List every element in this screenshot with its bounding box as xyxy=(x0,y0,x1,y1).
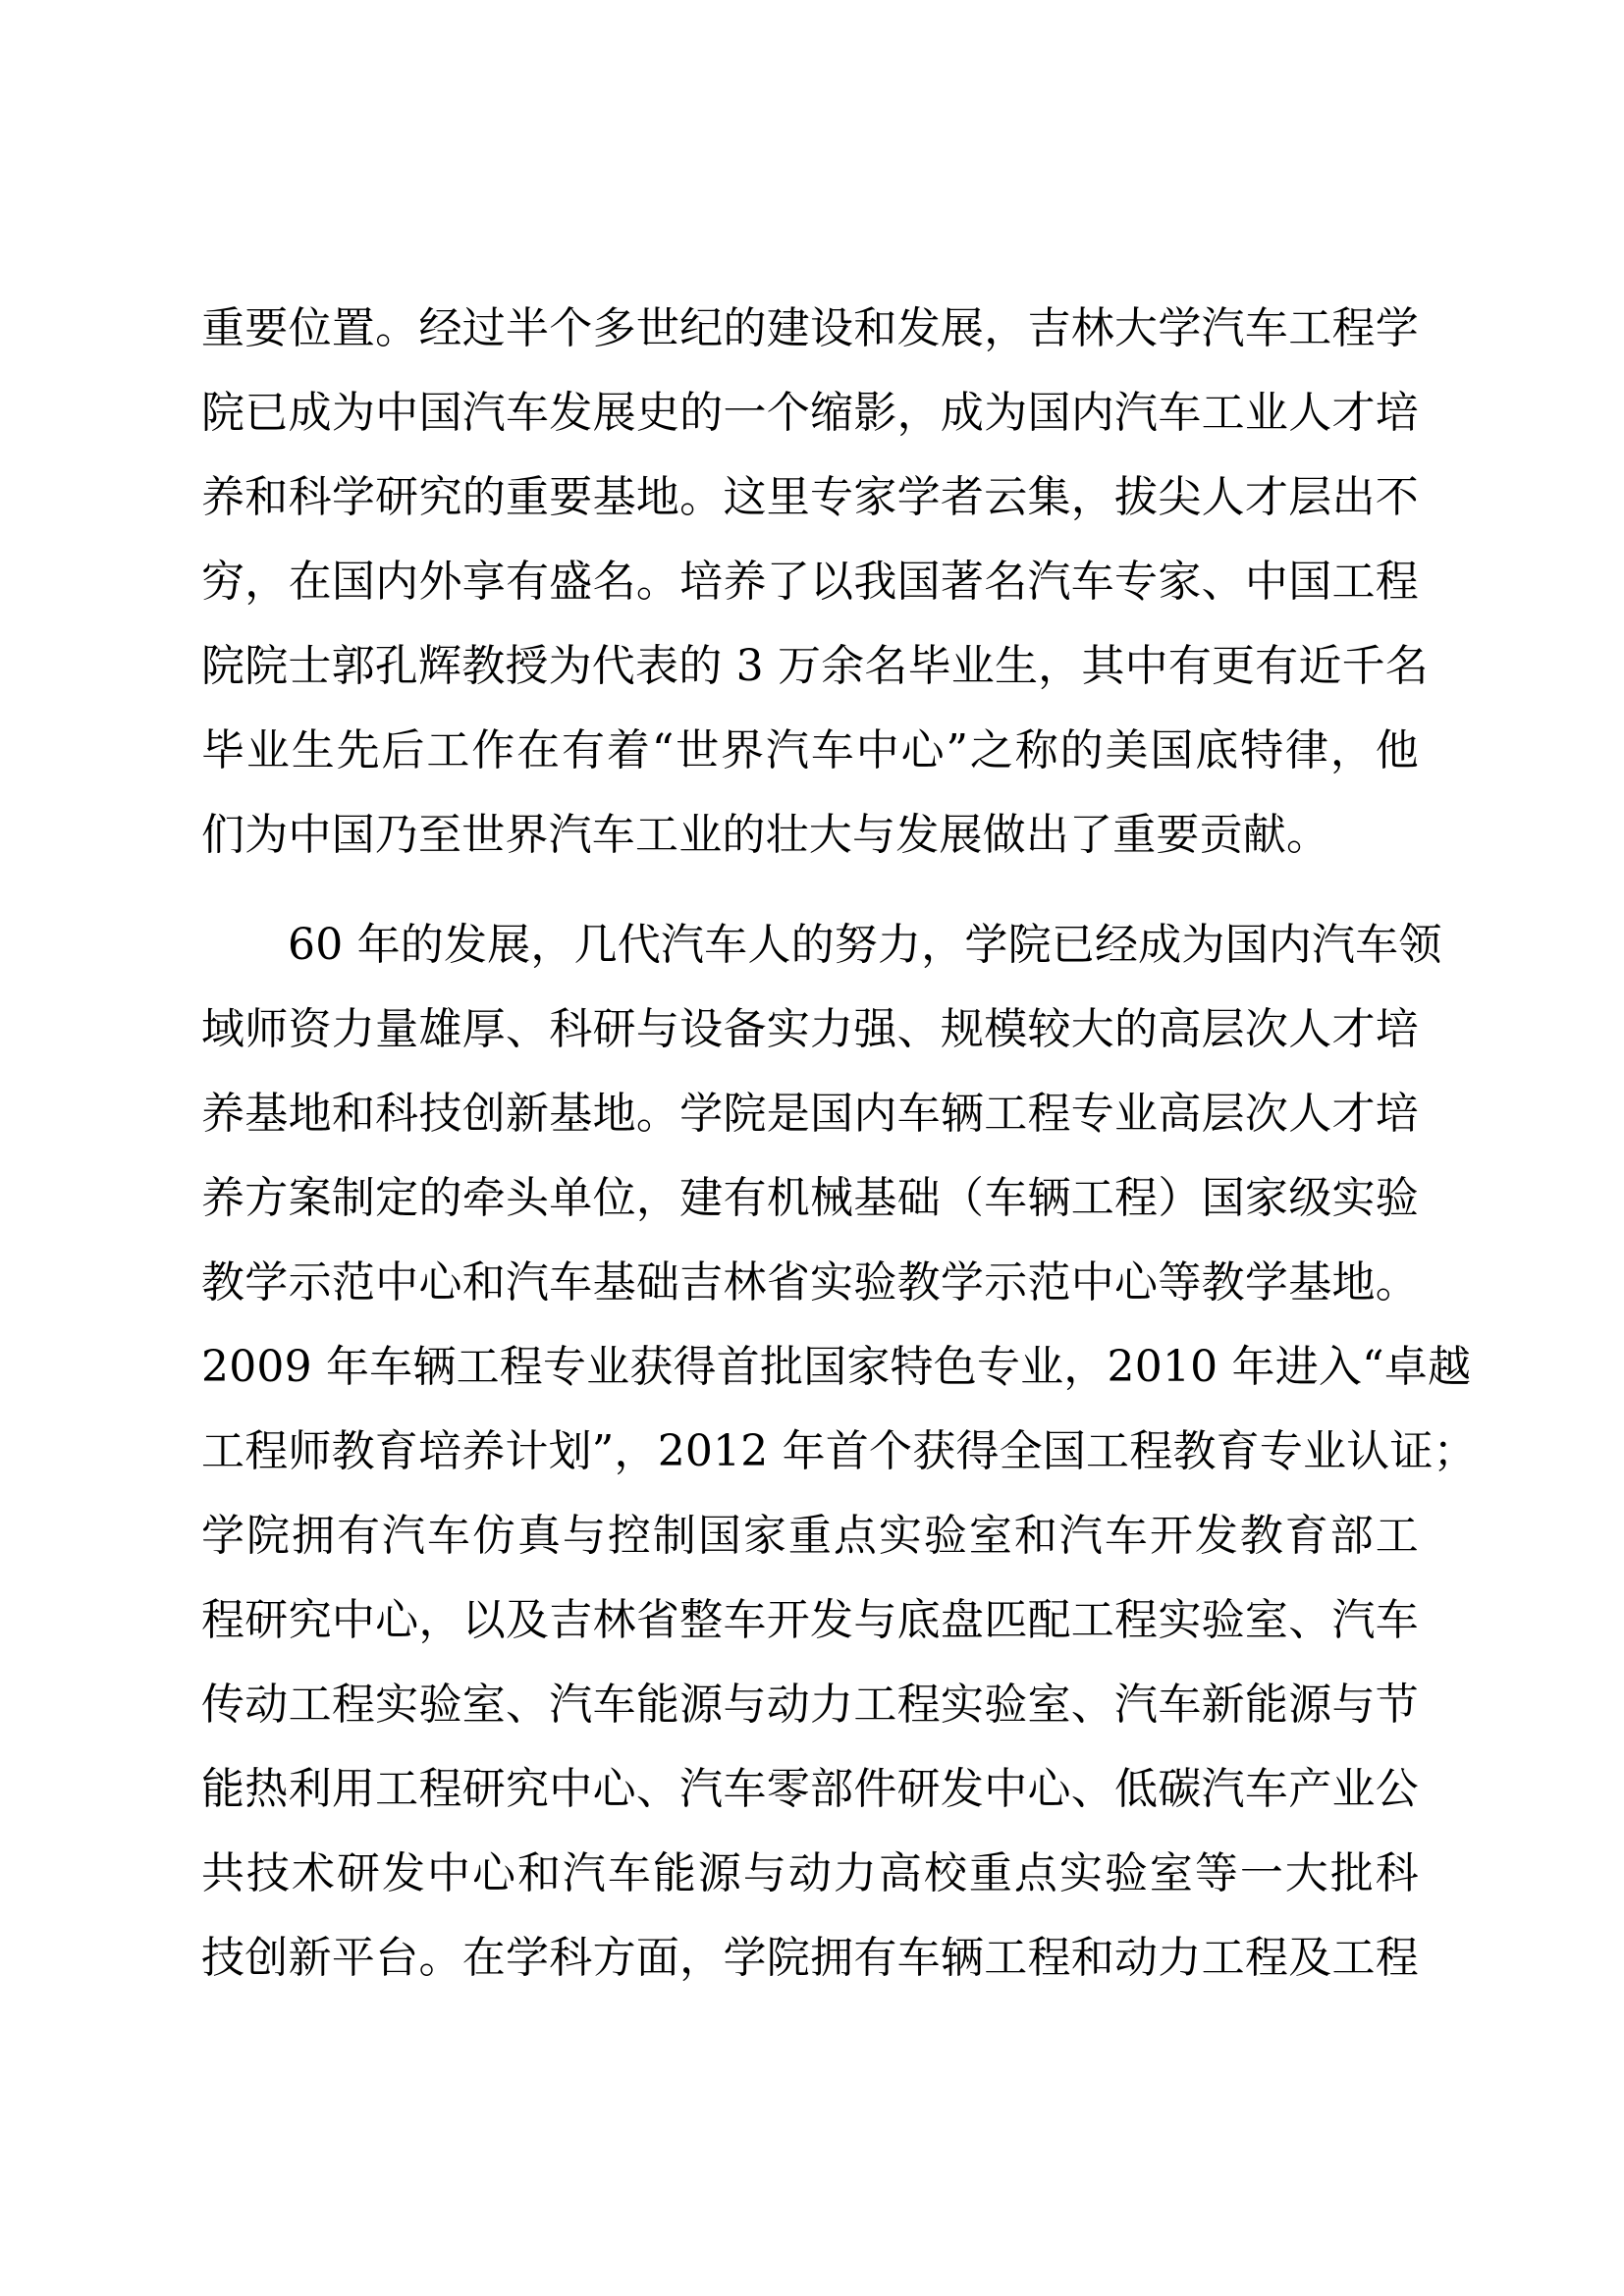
text-line-7-paragraph-end: 们为中国乃至世界汽车工业的壮大与发展做出了重要贡献。 xyxy=(201,810,1330,860)
text-line-6: 毕业生先后工作在有着“世界汽车中心”之称的美国底特律，他 xyxy=(201,725,1419,775)
text-line-14: 工程师教育培养计划”，2012 年首个获得全国工程教育专业认证； xyxy=(201,1426,1477,1476)
text-line-3: 养和科学研究的重要基地。这里专家学者云集，拔尖人才层出不 xyxy=(201,472,1419,522)
text-line-1: 重要位置。经过半个多世纪的建设和发展，吉林大学汽车工程学 xyxy=(201,303,1419,353)
text-line-12: 教学示范中心和汽车基础吉林省实验教学示范中心等教学基地。 xyxy=(201,1257,1419,1308)
text-line-10: 养基地和科技创新基地。学院是国内车辆工程专业高层次人才培 xyxy=(201,1089,1419,1139)
text-line-11: 养方案制定的牵头单位，建有机械基础（车辆工程）国家级实验 xyxy=(201,1173,1419,1223)
text-line-16: 程研究中心，以及吉林省整车开发与底盘匹配工程实验室、汽车 xyxy=(201,1595,1419,1645)
text-line-19: 共技术研发中心和汽车能源与动力高校重点实验室等一大批科 xyxy=(201,1848,1419,1898)
text-line-17: 传动工程实验室、汽车能源与动力工程实验室、汽车新能源与节 xyxy=(201,1680,1419,1730)
text-line-20: 技创新平台。在学科方面，学院拥有车辆工程和动力工程及工程 xyxy=(201,1933,1419,1983)
text-line-18: 能热利用工程研究中心、汽车零部件研发中心、低碳汽车产业公 xyxy=(201,1764,1419,1814)
text-line-4: 穷，在国内外享有盛名。培养了以我国著名汽车专家、中国工程 xyxy=(201,557,1419,607)
text-line-2: 院已成为中国汽车发展史的一个缩影，成为国内汽车工业人才培 xyxy=(201,388,1419,438)
text-line-5: 院院士郭孔辉教授为代表的 3 万余名毕业生，其中有更有近千名 xyxy=(201,641,1429,691)
text-line-8-paragraph-start: 60 年的发展，几代汽车人的努力，学院已经成为国内汽车领 xyxy=(288,920,1442,970)
text-line-13: 2009 年车辆工程专业获得首批国家特色专业，2010 年进入“卓越 xyxy=(201,1342,1472,1392)
text-block xyxy=(201,287,1477,2001)
text-line-9: 域师资力量雄厚、科研与设备实力强、规模较大的高层次人才培 xyxy=(201,1004,1419,1054)
text-line-15: 学院拥有汽车仿真与控制国家重点实验室和汽车开发教育部工 xyxy=(201,1511,1419,1561)
